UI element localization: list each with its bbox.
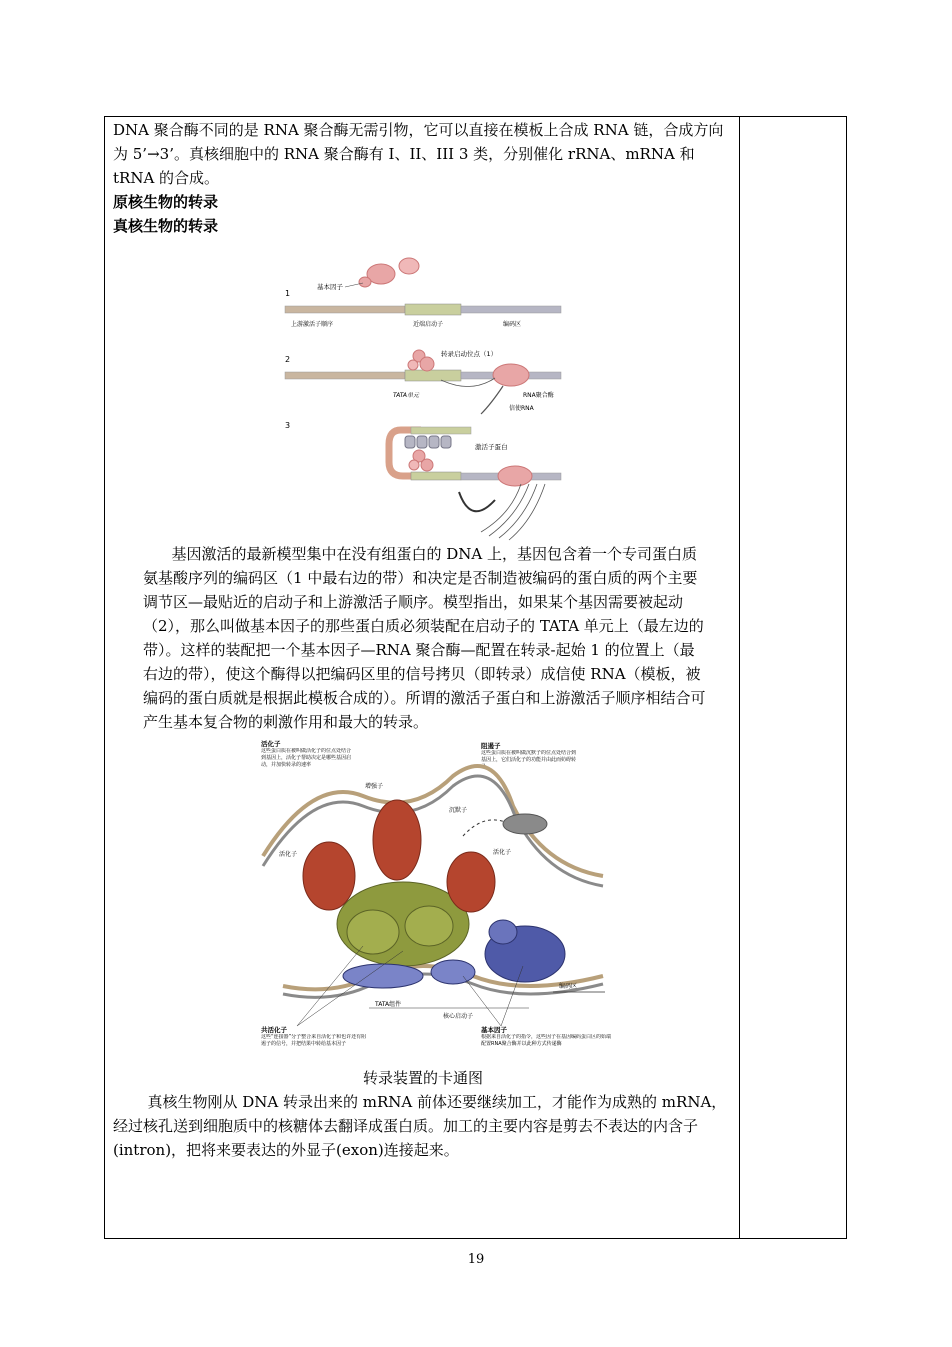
coactivator-desc: 这些“连接器”分子整合来自活化子和也许还有阻遏子的信号，并把结果中转给基本因子	[261, 1034, 367, 1047]
basal-desc: 根据来自活化子的指令，这些因子在基因编码蛋白区的始端配置RNA聚合酶并以此种方式传递酶	[481, 1034, 611, 1047]
intro-paragraph: DNA 聚合酶不同的是 RNA 聚合酶无需引物，它可以直接在模板上合成 RNA 链，合成方向为 5’→3’。真核细胞中的 RNA 聚合酶有 I、II、III 3 类，分别催化 rRNA、mRNA 和 tRNA 的合成。	[113, 121, 724, 187]
repressor-blob	[503, 814, 547, 834]
coding-region-label: 编码区	[559, 983, 578, 990]
model-paragraph: 基因激活的最新模型集中在没有组蛋白的 DNA 上，基因包含着一个专司蛋白质氨基酸序列的编码区（1 中最右边的带）和决定是否制造被编码的蛋白质的两个主要调节区—最贴近的启动子和上游激活子顺序。模型指出，如果某个基因需要被起动（2），那么叫做基本因子的那些蛋白质必须装配在启动子的 TATA 单元上（最左边的带）。这样的装配把一个基本因子—RNA 聚合酶—配置在转录-起始 1 的位置上（最右边的带），使这个酶得以把编码区里的信号拷贝（即转录）成信使 RNA（模板，被编码的蛋白质就是根据此模板合成的）。所谓的激活子蛋白和上游激活子顺序相结合可产生基本复合物的刺激作用和最大的转录。	[143, 545, 706, 731]
heading-eukaryote: 真核生物的转录	[113, 217, 219, 235]
label-mrna: 信使RNA	[509, 405, 534, 412]
activator-blob	[447, 852, 495, 912]
splicing-paragraph: 真核生物刚从 DNA 转录出来的 mRNA 前体还要继续加工，才能作为成熟的 mRNA，经过核孔送到细胞质中的核糖体去翻译成蛋白质。加工的主要内容是剪去不表达的内含子(intron)，把将来要表达的外显子(exon)连接起来。	[113, 1093, 727, 1159]
transcription-apparatus-figure	[253, 736, 613, 1066]
basal-factor-blob	[359, 277, 371, 287]
repressor-title: 阻遏子	[481, 742, 501, 750]
activator-title: 活化子	[261, 740, 281, 748]
main-cell	[113, 118, 733, 1162]
heading-prokaryote: 原核生物的转录	[113, 193, 219, 211]
table-column-divider	[739, 116, 740, 1239]
activator-site-label-2: 活化子	[493, 849, 512, 856]
core-promoter-label: 核心启动子	[443, 1013, 474, 1020]
gene-activation-figure	[281, 244, 581, 542]
label-coding: 编码区	[503, 321, 522, 328]
activator-blob	[303, 842, 355, 910]
repressor-site-label: 沉默子	[449, 807, 468, 814]
label-promoter: 近端启动子	[413, 321, 444, 328]
dna-promoter-band	[405, 304, 461, 315]
label-rna-pol: RNA聚合酶	[523, 392, 554, 399]
basal-factor-blob	[399, 258, 419, 274]
activator-desc: 这些蛋白质在被叫做活化子的位点处结合到基因上，活化子帮助决定是哪些基因启动，并加快转录的速率	[261, 748, 352, 768]
activator-blob	[373, 800, 421, 880]
enhancer-label: 增强子	[365, 783, 384, 790]
figure-caption: 转录装置的卡通图	[362, 1069, 483, 1087]
activator-site-label: 活化子	[279, 851, 298, 858]
dna-coding-band	[461, 306, 561, 313]
tata-label: TATA组件	[375, 1001, 402, 1008]
basal-factor-blob	[343, 964, 423, 988]
step-1-number: 1	[285, 289, 291, 298]
coactivator-title: 共活化子	[261, 1026, 287, 1034]
step-3-number: 3	[285, 421, 291, 430]
step-2-number: 2	[285, 355, 291, 364]
label-start-site: 转录启动位点（1）	[441, 350, 498, 358]
label-basal-factor: 基本因子	[317, 283, 343, 291]
dna-upstream-band	[285, 306, 405, 313]
repressor-desc: 这些蛋白质在被叫做沉默子的位点处结合到基因上，它们活化子的功能并由此而妨碍转录	[481, 750, 577, 770]
basal-title: 基本因子	[481, 1026, 507, 1034]
label-upstream: 上游激活子顺序	[291, 321, 334, 328]
label-tata: TATA单元	[393, 392, 420, 399]
label-activator: 激活子蛋白	[475, 443, 508, 451]
page-number: 19	[467, 1252, 485, 1267]
rna-polymerase-blob	[493, 364, 529, 386]
